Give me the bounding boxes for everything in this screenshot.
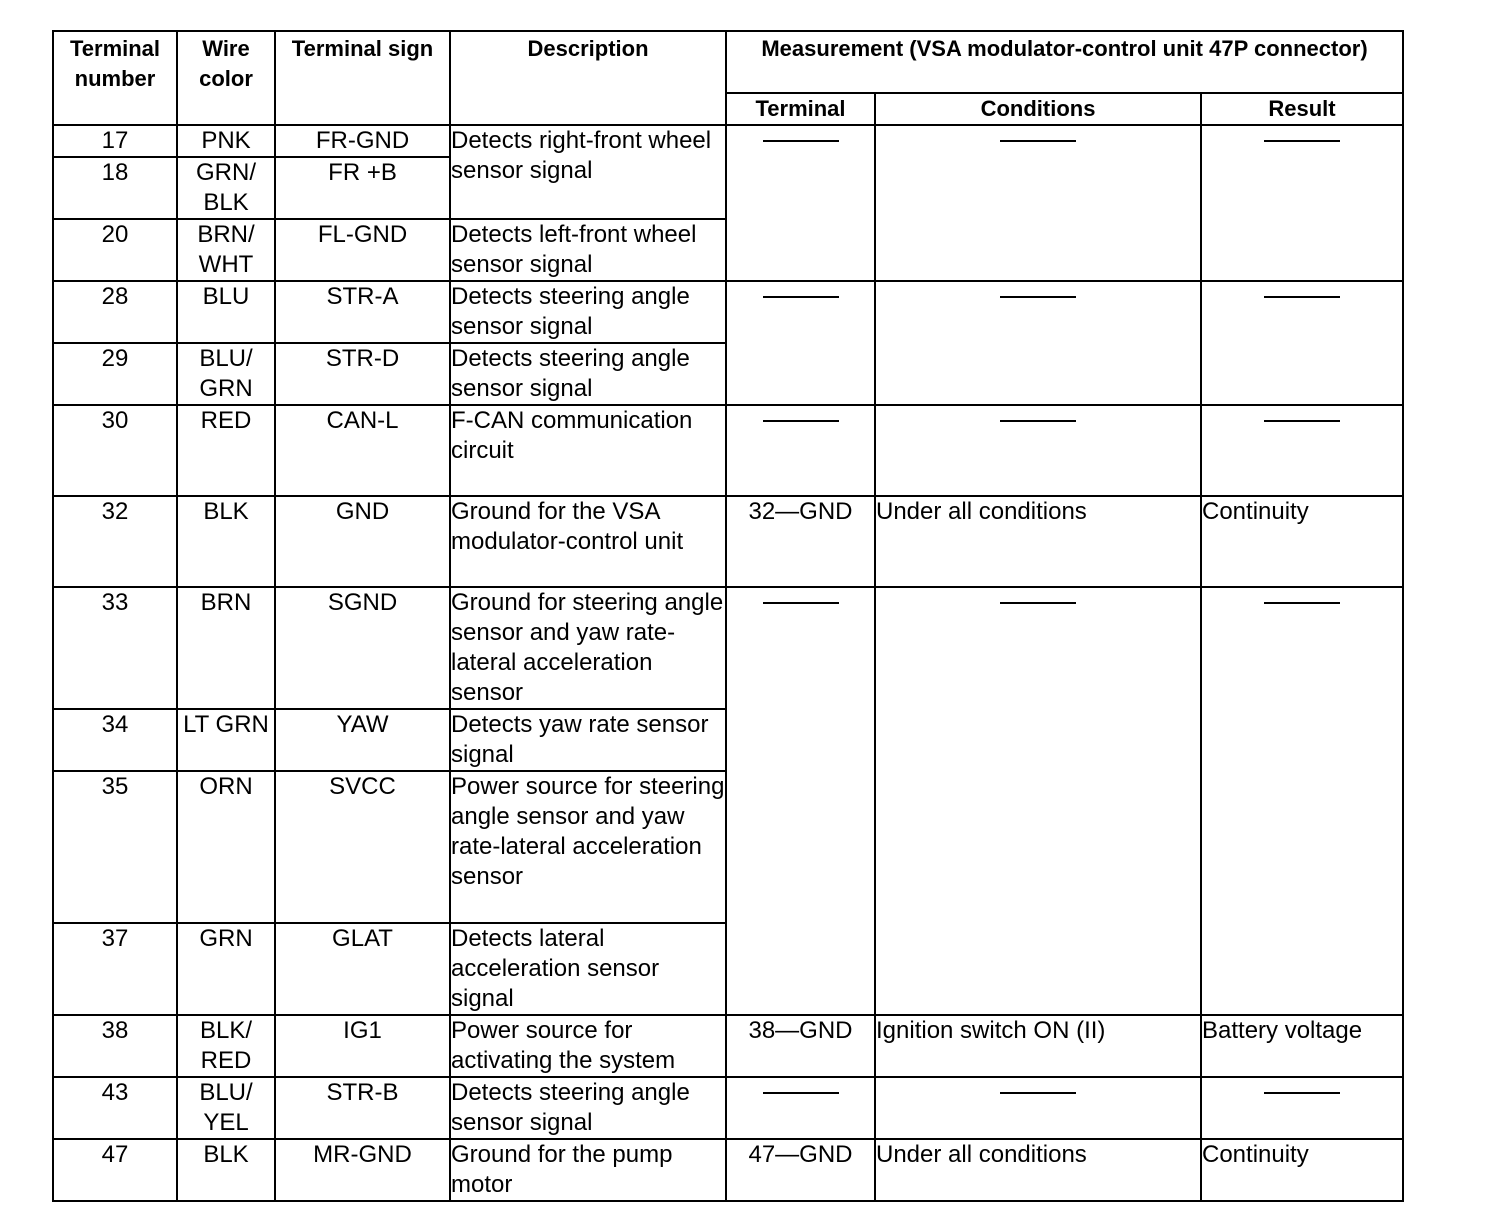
description: Power source for steering angle sensor and yaw rate-lateral acceleration sensor [450,771,726,923]
description: Ground for the pump motor [450,1139,726,1201]
table-row [53,125,1403,157]
wire-color: GRN [177,923,275,1015]
terminal-number: 37 [53,923,177,1015]
terminal-number: 34 [53,709,177,771]
measurement-conditions: Under all conditions [875,1139,1201,1201]
description: Detects left-front wheel sensor signal [450,219,726,281]
header-measurement-terminal: Terminal [726,93,875,125]
measurement-terminal: 32—GND [726,496,875,587]
description: Ground for steering angle sensor and yaw rate-lateral acceleration sensor [450,587,726,709]
terminal-number: 35 [53,771,177,923]
measurement-conditions [875,125,1201,281]
wire-color: BLU/ YEL [177,1077,275,1139]
description: Detects steering angle sensor signal [450,281,726,343]
description: Detects right-front wheel sensor signal [450,125,726,219]
terminal-number: 17 [53,125,177,157]
dash-line [1000,140,1076,142]
dash-line [1000,420,1076,422]
dash-line [763,602,839,604]
header-wire-color: Wire color [177,31,275,125]
measurement-result [1201,587,1403,1015]
dash-line [1000,296,1076,298]
measurement-result [1201,405,1403,496]
description: Power source for activating the system [450,1015,726,1077]
wire-color: GRN/ BLK [177,157,275,219]
terminal-sign: FR +B [275,157,450,219]
measurement-terminal [726,405,875,496]
dash-line [1000,602,1076,604]
measurement-result: Continuity [1201,496,1403,587]
wire-color: ORN [177,771,275,923]
measurement-result [1201,125,1403,281]
measurement-conditions [875,281,1201,405]
terminal-sign: GND [275,496,450,587]
terminal-number: 20 [53,219,177,281]
terminal-number: 43 [53,1077,177,1139]
terminal-number: 29 [53,343,177,405]
table-row [53,281,1403,343]
wire-color: BLK [177,1139,275,1201]
description: Ground for the VSA modulator-control unit [450,496,726,587]
terminal-sign: MR-GND [275,1139,450,1201]
wire-color: BRN/ WHT [177,219,275,281]
measurement-terminal [726,1077,875,1139]
dash-line [763,420,839,422]
terminal-table [52,30,1404,1202]
terminal-number: 28 [53,281,177,343]
measurement-terminal [726,587,875,1015]
terminal-number: 30 [53,405,177,496]
terminal-number: 18 [53,157,177,219]
wire-color: RED [177,405,275,496]
terminal-number: 32 [53,496,177,587]
measurement-terminal [726,125,875,281]
dash-line [1264,296,1340,298]
dash-line [763,1092,839,1094]
terminal-sign: CAN-L [275,405,450,496]
dash-line [1264,1092,1340,1094]
header-terminal-sign: Terminal sign [275,31,450,125]
measurement-conditions [875,1077,1201,1139]
header-terminal-number: Terminal number [53,31,177,125]
description: F-CAN communication circuit [450,405,726,496]
measurement-conditions: Under all conditions [875,496,1201,587]
measurement-result: Battery voltage [1201,1015,1403,1077]
measurement-conditions [875,587,1201,1015]
wire-color: LT GRN [177,709,275,771]
measurement-result: Continuity [1201,1139,1403,1201]
table-row [53,587,1403,709]
wire-color: BRN [177,587,275,709]
table-row [53,405,1403,496]
dash-line [1264,140,1340,142]
terminal-number: 38 [53,1015,177,1077]
terminal-sign: IG1 [275,1015,450,1077]
description: Detects steering angle sensor signal [450,1077,726,1139]
header-conditions: Conditions [875,93,1201,125]
measurement-terminal: 47—GND [726,1139,875,1201]
terminal-number: 47 [53,1139,177,1201]
terminal-sign: SVCC [275,771,450,923]
dash-line [763,296,839,298]
description: Detects steering angle sensor signal [450,343,726,405]
wire-color: BLU/ GRN [177,343,275,405]
terminal-sign: STR-A [275,281,450,343]
dash-line [1264,602,1340,604]
wire-color: BLK [177,496,275,587]
dash-line [1264,420,1340,422]
header-measurement: Measurement (VSA modulator-control unit 47P connector) [726,31,1403,93]
terminal-sign: SGND [275,587,450,709]
measurement-terminal [726,281,875,405]
wire-color: PNK [177,125,275,157]
description: Detects lateral acceleration sensor signal [450,923,726,1015]
terminal-sign: STR-B [275,1077,450,1139]
header-description: Description [450,31,726,125]
measurement-conditions [875,405,1201,496]
table-row [53,1139,1403,1201]
dash-line [1000,1092,1076,1094]
wire-color: BLU [177,281,275,343]
terminal-sign: FL-GND [275,219,450,281]
measurement-result [1201,1077,1403,1139]
terminal-number: 33 [53,587,177,709]
measurement-result [1201,281,1403,405]
measurement-conditions: Ignition switch ON (II) [875,1015,1201,1077]
terminal-sign: FR-GND [275,125,450,157]
header-result: Result [1201,93,1403,125]
description: Detects yaw rate sensor signal [450,709,726,771]
wire-color: BLK/ RED [177,1015,275,1077]
terminal-sign: STR-D [275,343,450,405]
table-row [53,1015,1403,1077]
dash-line [763,140,839,142]
table-row [53,496,1403,587]
terminal-sign: YAW [275,709,450,771]
measurement-terminal: 38—GND [726,1015,875,1077]
terminal-sign: GLAT [275,923,450,1015]
table-row [53,1077,1403,1139]
